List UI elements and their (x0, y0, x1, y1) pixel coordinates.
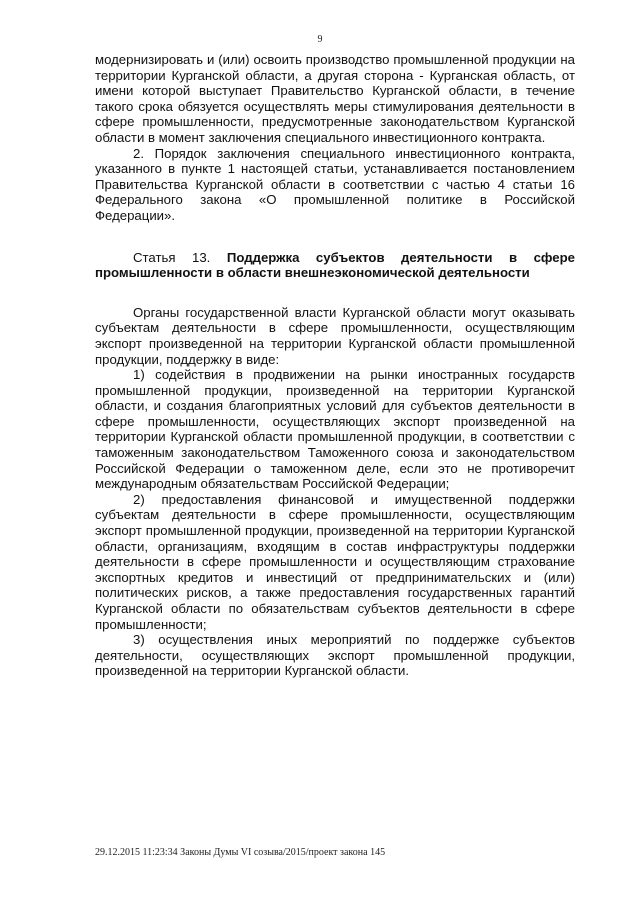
article-heading (95, 250, 575, 281)
document-body (95, 52, 575, 679)
list-item-3: 3) осуществления иных мероприятий по поддержке субъектов деятельности, осуществляющих экспорт промышленной продукции, произведенной на территории Курганской области. (95, 632, 575, 679)
article-title: Поддержка субъектов деятельности в сфере промышленности в области внешнеэкономической деятельности (95, 249, 575, 281)
paragraph-2: 2. Порядок заключения специального инвестиционного контракта, указанного в пункте 1 настоящей статьи, устанавливается постановлением Правительства Курганской области в соответствии с частью 4 статьи 16 Федерального закона «О промышленной политике в Российской Федерации». (95, 145, 575, 223)
spacer (95, 281, 575, 305)
page-number: 9 (317, 34, 323, 45)
spacer (95, 224, 575, 250)
list-item-2: 2) предоставления финансовой и имущественной поддержки субъектам деятельности в сфере промышленности, осуществляющим экспорт промышленной продукции, произведенной на территории Курганской области, организациям, входящим в состав инфраструктуры поддержки деятельности в сфере промышленности и осуществляющим страхование экспортных кредитов и инвестиций от предпринимательских и (или) политических рисков, а также предоставления государственных гарантий Курганской области по обязательствам субъектов деятельности в сфере промышленности; (95, 491, 575, 632)
list-item-1: 1) содействия в продвижении на рынки иностранных государств промышленной продукции, произведенной на территории Курганской области, и создания благоприятных условий для субъектов деятельности в сфере промышленности, осуществляющих экспорт произведенной на территории Курганской области промышленной продукции, в соответствии с таможенным законодательством Таможенного союза и законодательством Российской Федерации о таможенном деле, если это не противоречит международным обязательствам Российской Федерации; (95, 367, 575, 492)
paragraph-intro: модернизировать и (или) освоить производство промышленной продукции на территории Курганской области, а другая сторона - Курганская область, от имени которой выступает Правительство Курганской области, в течение такого срока обязуется осуществлять меры стимулирования деятельности в сфере промышленности, предусмотренные законодательством Курганской области в момент заключения специального инвестиционного контракта. (95, 52, 575, 145)
paragraph-main: Органы государственной власти Курганской области могут оказывать субъектам деятельности в сфере промышленности, осуществляющим экспорт произведенной на территории Курганской области промышленной продукции, поддержку в виде: (95, 304, 575, 367)
article-label: Статья 13. (133, 249, 211, 265)
footer-file-path: 29.12.2015 11:23:34 Законы Думы VI созыва/2015/проект закона 145 (95, 847, 386, 858)
